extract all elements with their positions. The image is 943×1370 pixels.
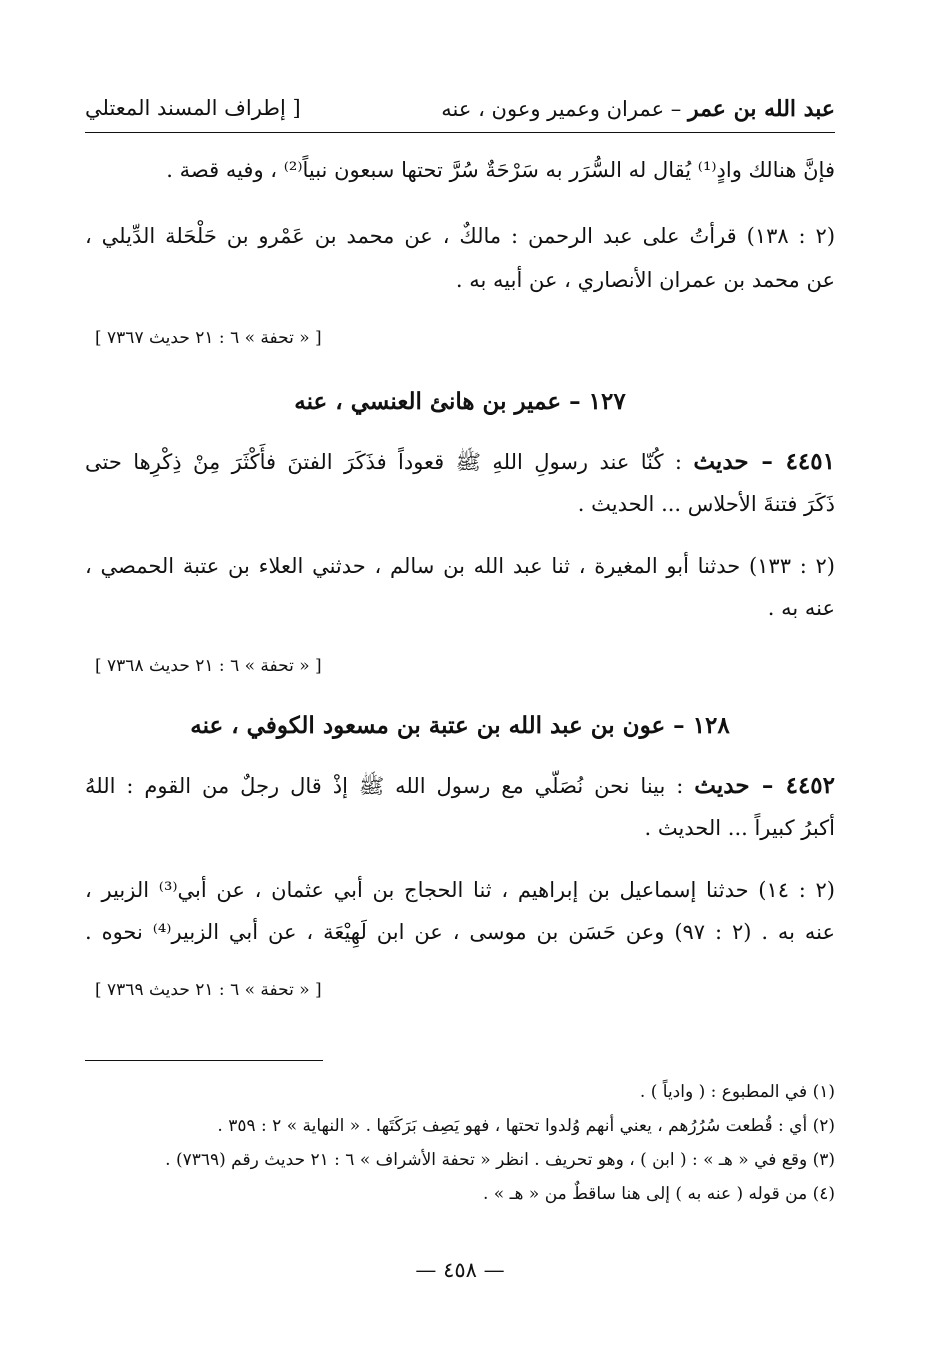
isnad-1-line-1: (٢ : ١٣٨) قرأتُ على عبد الرحمن : مالكٌ ، عن محمد بن عَمْرو بن حَلْحَلة الدِّيلي ، (85, 224, 836, 248)
intro-line: فإنَّ هنالك وادٍ⁽¹⁾ يُقال له السُّرَر به سَرْحَةٌ سُرَّ تحتها سبعون نبياً⁽²⁾ ، وفيه قصة . (166, 158, 835, 182)
hadith-4452-line-2: أكبرُ كبيراً ... الحديث . (644, 816, 835, 840)
isnad-2-line-1: (٢ : ١٣٣) حدثنا أبو المغيرة ، ثنا عبد الله بن سالم ، حدثني العلاء بن عتبة الحمصي ، (85, 554, 835, 578)
isnad-1-line-2: عن محمد بن عمران الأنصاري ، عن أبيه به . (455, 268, 835, 292)
hadith-4452-number: ٤٤٥٢ – حديث (694, 772, 836, 799)
hadith-4452-line-1 (85, 772, 835, 804)
isnad-3-line-1: (٢ : ١٤) حدثنا إسماعيل بن إبراهيم ، ثنا الحجاج بن أبي عثمان ، عن أبي⁽³⁾ الزبير ، (85, 878, 835, 902)
isnad-2-line-2: عنه به . (767, 596, 835, 620)
section-128-heading: ١٢٨ – عون بن عبد الله بن عتبة بن مسعود الكوفي ، عنه (190, 712, 730, 739)
header-book-title: [ إطراف المسند المعتلي (85, 96, 301, 120)
hadith-4451-line-2: ذَكَرَ فتنةَ الأحلاس ... الحديث . (577, 492, 835, 516)
section-127-heading: ١٢٧ – عمير بن هانئ العنسي ، عنه (294, 388, 626, 415)
footnote-2: (٢) أي : قُطعت سُرُرُهم ، يعني أنهم وُلدوا تحتها ، فهو يَصِف بَرَكَتَها . « النهاية » ٢ : ٣٥٩ . (217, 1116, 835, 1136)
hadith-4451-number: ٤٤٥١ – حديث (693, 448, 835, 475)
hadith-4451-line-1 (85, 448, 835, 480)
tuhfa-reference-2: [ « تحفة » ٦ : ٢١ حديث ٧٣٦٨ ] (95, 656, 322, 676)
running-header (85, 92, 835, 133)
page-number: — ٤٥٨ — (415, 1258, 505, 1282)
header-chapter-title (441, 96, 835, 122)
footnote-separator (85, 1060, 323, 1061)
book-page (85, 92, 835, 1332)
tuhfa-reference-3: [ « تحفة » ٦ : ٢١ حديث ٧٣٦٩ ] (95, 980, 322, 1000)
tuhfa-reference-1: [ « تحفة » ٦ : ٢١ حديث ٧٣٦٧ ] (95, 328, 322, 348)
hadith-4452-text: : بينا نحن نُصَلّي مع رسول الله ﷺ إذْ قال رجلٌ من القوم : اللهُ (85, 774, 695, 798)
header-chapter-rest: – عمران وعمير وعون ، عنه (441, 97, 688, 121)
header-chapter-name: عبد الله بن عمر (687, 96, 835, 122)
footnote-1: (١) في المطبوع : ( وادياً ) . (639, 1082, 835, 1102)
footnote-4: (٤) من قوله ( عنه به ) إلى هنا ساقطٌ من « هـ » . (482, 1184, 835, 1204)
isnad-3-line-2: عنه به . (٢ : ٩٧) وعن حَسَن بن موسى ، عن ابن لَهِيْعَة ، عن أبي الزبير⁽⁴⁾ نحوه . (85, 920, 835, 944)
footnote-3: (٣) وقع في « هـ » : ( ابن ) ، وهو تحريف . انظر « تحفة الأشراف » ٦ : ٢١ حديث رقم (٧٣٦٩) . (165, 1150, 835, 1170)
hadith-4451-text: : كُنّا عند رسولِ اللهِ ﷺ قعوداً فذَكَرَ الفتنَ فأَكْثَرَ مِنْ ذِكْرِها حتى (85, 450, 694, 474)
